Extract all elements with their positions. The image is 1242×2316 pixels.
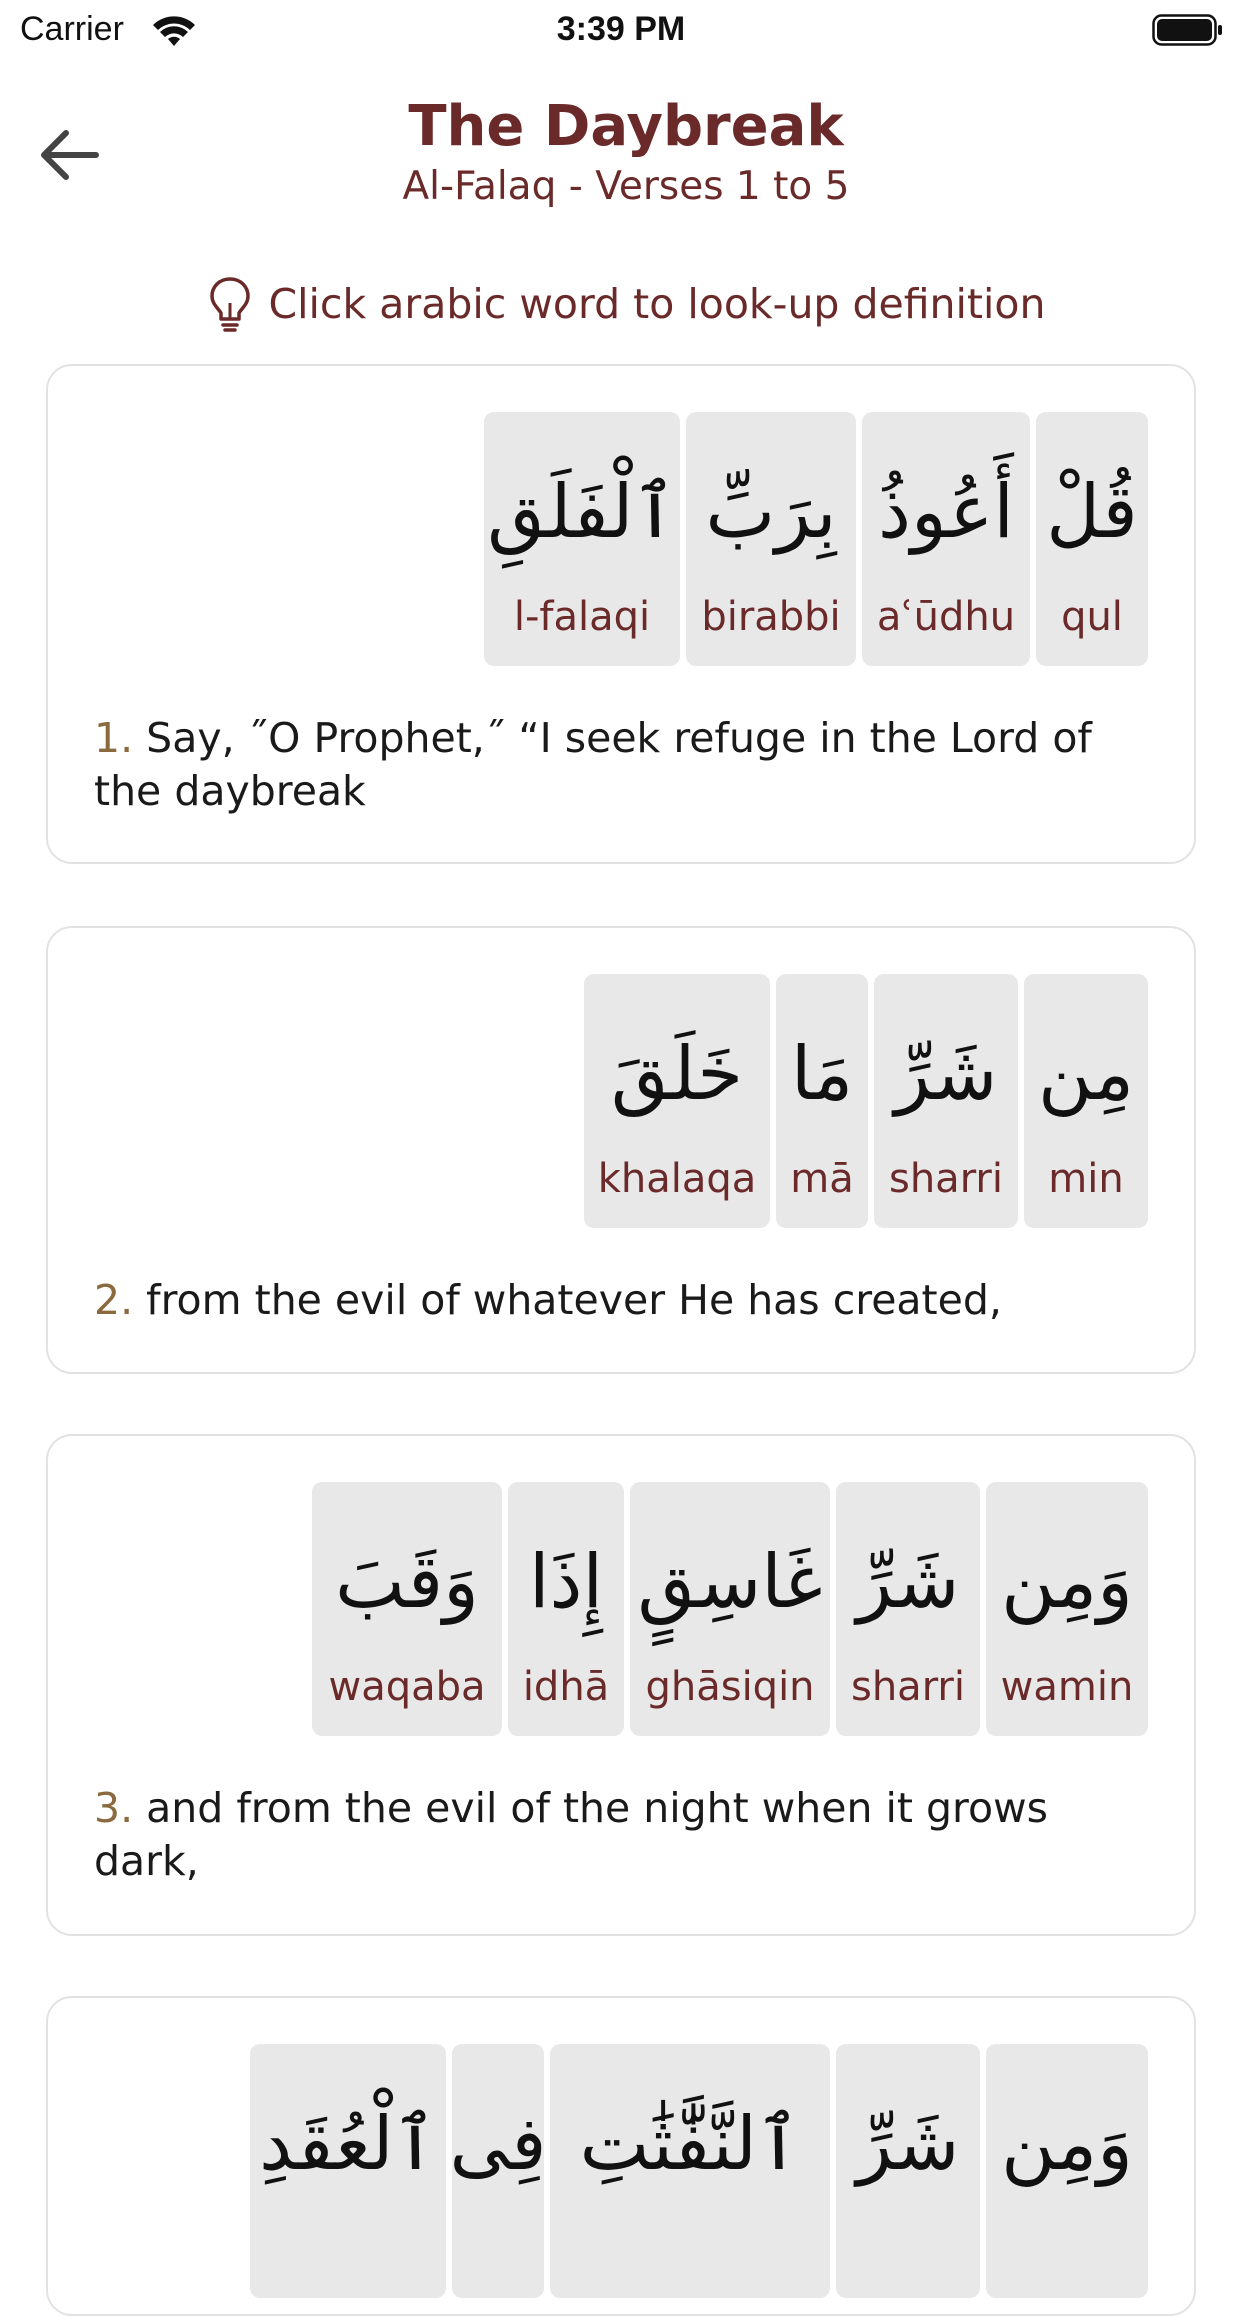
page-title: The Daybreak (408, 94, 844, 159)
verse-translation-text: from the evil of whatever He has created, (146, 1276, 1002, 1324)
verse-words (312, 1482, 1148, 1736)
word-tile[interactable] (1036, 412, 1148, 666)
word-arabic: وَمِن (1001, 1539, 1133, 1625)
word-transliteration: wamin (1000, 1664, 1134, 1710)
word-arabic: شَرِّ (856, 2101, 960, 2187)
page-subtitle: Al-Falaq - Verses 1 to 5 (402, 164, 850, 209)
verse-words (484, 412, 1148, 666)
word-arabic: فِى (449, 2101, 547, 2187)
word-arabic: وَمِن (1001, 2101, 1133, 2187)
word-tile[interactable] (776, 974, 868, 1228)
word-transliteration: khalaqa (597, 1156, 757, 1202)
word-transliteration: mā (790, 1156, 854, 1202)
word-tile[interactable] (862, 412, 1030, 666)
word-transliteration: sharri (888, 1156, 1003, 1202)
word-transliteration: sharri (850, 1664, 965, 1710)
word-arabic: غَاسِقٍ (637, 1539, 823, 1625)
word-tile[interactable] (986, 2044, 1148, 2298)
word-tile[interactable] (584, 974, 770, 1228)
verse-number: 3. (94, 1784, 134, 1832)
word-arabic: بِرَبِّ (705, 469, 837, 555)
word-tile[interactable] (630, 1482, 830, 1736)
verse-translation-text: and from the evil of the night when it grows dark, (94, 1784, 1048, 1885)
word-arabic: ٱلْعُقَدِ (259, 2101, 437, 2187)
word-transliteration: qul (1061, 594, 1123, 640)
word-tile[interactable] (449, 2044, 547, 2298)
word-transliteration: idhā (522, 1664, 610, 1710)
word-arabic: قُلْ (1046, 469, 1138, 555)
word-tile[interactable] (484, 412, 680, 666)
verse-card (46, 1996, 1196, 2316)
word-arabic: أَعُوذُ (878, 469, 1014, 555)
lightbulb-icon (207, 275, 253, 333)
word-tile[interactable] (686, 412, 856, 666)
verse-words (250, 2044, 1148, 2298)
carrier-label: Carrier (20, 10, 124, 48)
clock: 3:39 PM (556, 10, 686, 48)
word-arabic: شَرِّ (894, 1031, 998, 1117)
battery-icon (1152, 14, 1224, 46)
verse-number: 1. (94, 714, 134, 762)
word-arabic: ٱلْفَلَقِ (487, 469, 677, 555)
verse-translation (94, 1782, 1148, 1888)
verse-translation (94, 712, 1148, 818)
verse-card (46, 1434, 1196, 1936)
verse-translation (94, 1274, 1148, 1327)
word-transliteration: waqaba (328, 1664, 486, 1710)
word-arabic: خَلَقَ (611, 1031, 743, 1117)
word-transliteration: min (1048, 1156, 1124, 1202)
word-arabic: مِن (1038, 1031, 1134, 1117)
word-tile[interactable] (836, 1482, 980, 1736)
word-transliteration: ghāsiqin (645, 1664, 815, 1710)
word-tile[interactable] (508, 1482, 624, 1736)
word-transliteration: aʿūdhu (876, 594, 1016, 640)
verse-card (46, 926, 1196, 1374)
word-tile[interactable] (1024, 974, 1148, 1228)
word-transliteration: birabbi (701, 594, 841, 640)
word-tile[interactable] (550, 2044, 830, 2298)
lookup-hint (0, 275, 1242, 333)
word-transliteration: l-falaqi (513, 594, 651, 640)
verse-number: 2. (94, 1276, 134, 1324)
word-tile[interactable] (874, 974, 1018, 1228)
word-arabic: ٱلنَّفَّٰثَٰتِ (579, 2101, 801, 2187)
word-tile[interactable] (250, 2044, 446, 2298)
lookup-hint-text: Click arabic word to look-up definition (268, 280, 1046, 328)
verse-words (584, 974, 1148, 1228)
word-arabic: وَقَبَ (335, 1539, 479, 1625)
verse-card (46, 364, 1196, 864)
word-arabic: مَا (790, 1031, 854, 1117)
word-tile[interactable] (312, 1482, 502, 1736)
verse-translation-text: Say, ˝O Prophet,˝ “I seek refuge in the Lord of the daybreak (94, 714, 1092, 815)
word-arabic: شَرِّ (856, 1539, 960, 1625)
word-arabic: إِذَا (528, 1539, 604, 1625)
word-tile[interactable] (836, 2044, 980, 2298)
status-bar (0, 0, 1242, 60)
word-tile[interactable] (986, 1482, 1148, 1736)
